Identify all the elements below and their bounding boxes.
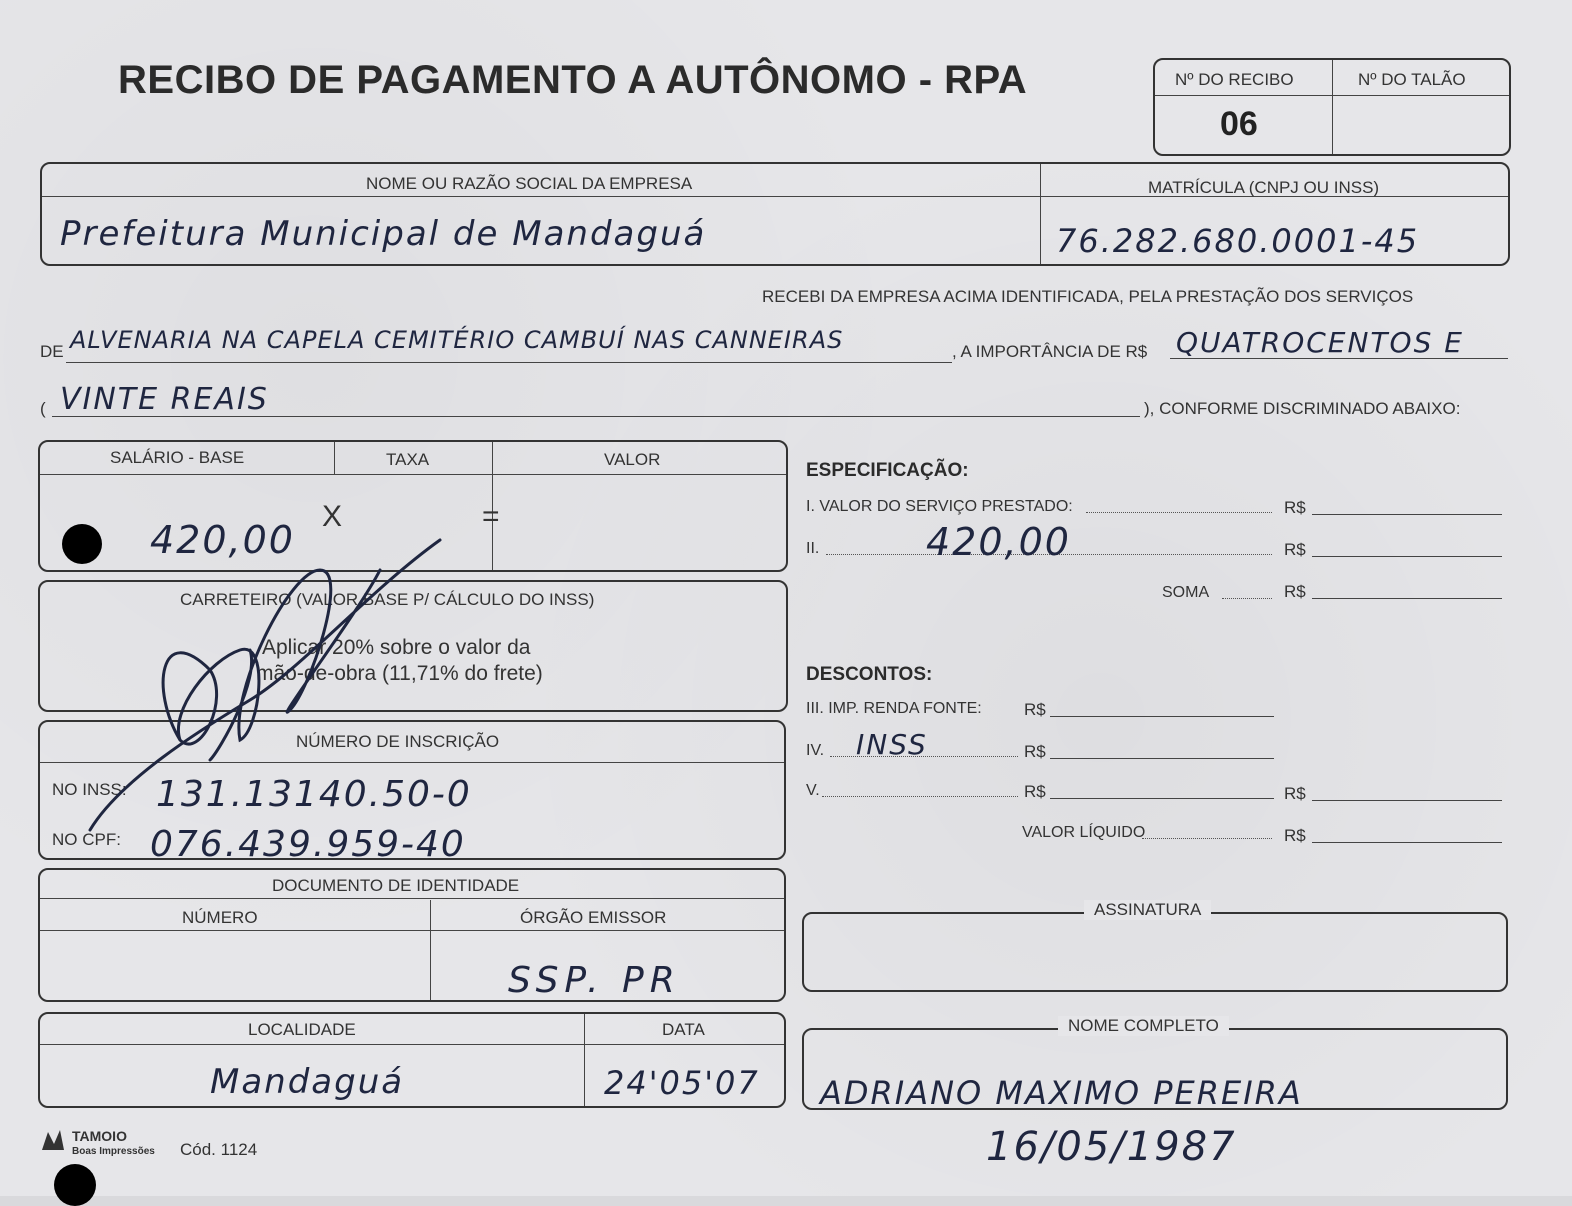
discount-line3-label: III. IMP. RENDA FONTE:	[806, 700, 982, 717]
carreteiro-note-2: mão-de-obra (11,71% do frete)	[256, 662, 543, 685]
spec-line2-currency: R$	[1284, 540, 1306, 559]
discount-total-currency: R$	[1284, 784, 1306, 803]
punch-hole	[54, 1164, 96, 1206]
receipt-number: 06	[1220, 105, 1258, 143]
punch-hole	[62, 524, 102, 564]
discount-line5-currency: R$	[1024, 782, 1046, 801]
spec-line1-currency: R$	[1284, 498, 1306, 517]
statement-de: DE	[40, 342, 64, 361]
company-id-label: MATRÍCULA (CNPJ OU INSS)	[1148, 178, 1380, 197]
inss-value: 131.13140.50-0	[156, 774, 472, 815]
receipt-number-label: Nº DO RECIBO	[1175, 70, 1294, 89]
rate-label: TAXA	[386, 450, 430, 469]
tamoio-logo-icon	[38, 1126, 66, 1154]
fullname-label: NOME COMPLETO	[1058, 1016, 1229, 1036]
company-name-value: Prefeitura Municipal de Mandaguá	[60, 214, 707, 254]
identity-issuer-label: ÓRGÃO EMISSOR	[520, 908, 667, 927]
carreteiro-label: CARRETEIRO (VALOR BASE P/ CÁLCULO DO INSS)	[180, 590, 595, 609]
fullname-value: ADRIANO MAXIMO PEREIRA	[820, 1074, 1303, 1112]
discount-line4-value: INSS	[856, 728, 928, 761]
cpf-value: 076.439.959-40	[150, 824, 466, 865]
locality-value: Mandaguá	[210, 1062, 405, 1102]
paren-open: (	[40, 399, 46, 418]
spec-line1-label: I. VALOR DO SERVIÇO PRESTADO:	[806, 498, 1073, 515]
page-title: RECIBO DE PAGAMENTO A AUTÔNOMO - RPA	[118, 58, 1028, 102]
discount-line4-currency: R$	[1024, 742, 1046, 761]
identity-issuer-value: SSP. PR	[508, 960, 681, 1001]
brand-subtitle: Boas Impressões	[72, 1146, 155, 1157]
sum-label: SOMA	[1162, 584, 1210, 601]
value-label: VALOR	[604, 450, 661, 469]
date-value: 24'05'07	[604, 1064, 760, 1102]
spec-line2-label: II.	[806, 540, 820, 557]
locality-label: LOCALIDADE	[248, 1020, 356, 1039]
carreteiro-note-1: Aplicar 20% sobre o valor da	[262, 636, 531, 659]
statement-intro: RECEBI DA EMPRESA ACIMA IDENTIFICADA, PELA PRESTAÇÃO DOS SERVIÇOS	[762, 287, 1414, 306]
registration-label: NÚMERO DE INSCRIÇÃO	[296, 732, 500, 751]
brand-name: TAMOIO	[72, 1128, 127, 1144]
sum-currency: R$	[1284, 582, 1306, 601]
net-value-currency: R$	[1284, 826, 1306, 845]
identity-label: DOCUMENTO DE IDENTIDADE	[272, 876, 520, 895]
spec-line2-value: 420,00	[926, 520, 1071, 564]
date-label: DATA	[662, 1020, 705, 1039]
birth-date-value: 16/05/1987	[986, 1124, 1237, 1170]
discount-line3-currency: R$	[1024, 700, 1046, 719]
handwritten-signature	[60, 530, 480, 850]
times-sign: X	[322, 500, 343, 533]
signature-box	[802, 912, 1508, 992]
equals-sign: =	[482, 500, 500, 533]
form-code: Cód. 1124	[180, 1140, 258, 1159]
conform-text: ), CONFORME DISCRIMINADO ABAIXO:	[1144, 399, 1461, 418]
amount-words-1: QUATROCENTOS E	[1176, 326, 1464, 359]
net-value-label: VALOR LÍQUIDO	[1022, 824, 1146, 841]
cpf-label: NO CPF:	[52, 830, 121, 849]
inss-label: NO INSS:	[52, 780, 127, 799]
services-value: ALVENARIA NA CAPELA CEMITÉRIO CAMBUÍ NAS CANNEIRAS	[70, 326, 844, 354]
discount-line4-label: IV.	[806, 742, 825, 759]
salary-base-value: 420,00	[150, 518, 295, 562]
book-number-label: Nº DO TALÃO	[1358, 70, 1466, 89]
amount-words-2: VINTE REAIS	[60, 382, 269, 417]
discount-line5-label: V.	[806, 782, 820, 799]
company-id-value: 76.282.680.0001-45	[1056, 222, 1420, 260]
identity-number-label: NÚMERO	[182, 908, 258, 927]
spec-title: ESPECIFICAÇÃO:	[806, 460, 969, 481]
company-name-label: NOME OU RAZÃO SOCIAL DA EMPRESA	[366, 174, 693, 193]
signature-label: ASSINATURA	[1084, 900, 1211, 920]
discounts-title: DESCONTOS:	[806, 664, 933, 685]
amount-label: , A IMPORTÂNCIA DE R$	[952, 342, 1148, 361]
salary-base-label: SALÁRIO - BASE	[110, 448, 245, 467]
